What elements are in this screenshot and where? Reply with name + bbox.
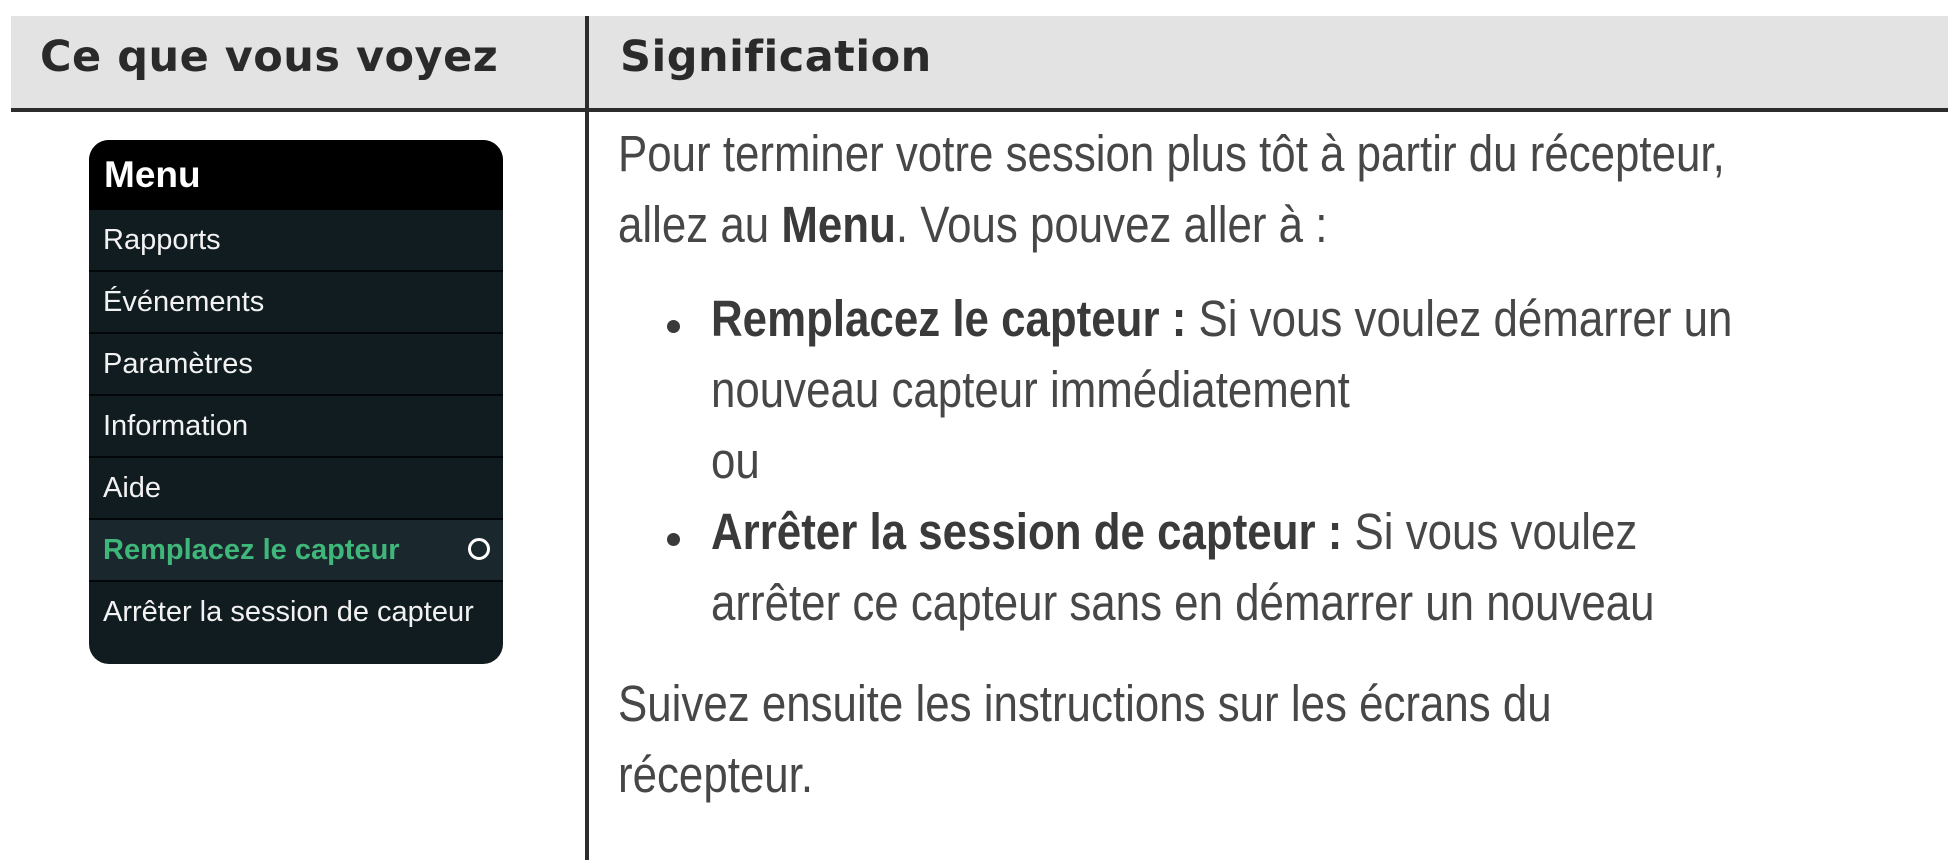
closing-line-1: Suivez ensuite les instructions sur les écrans du	[618, 675, 1552, 732]
menu-keyword: Menu	[781, 196, 896, 253]
menu-item-rapports[interactable]	[89, 210, 503, 272]
column-header-what-you-see: Ce que vous voyez	[40, 32, 499, 82]
menu-item-evenements[interactable]	[89, 272, 503, 334]
receiver-menu-screen	[89, 140, 503, 664]
option-list	[688, 283, 1899, 638]
option-text-continued: nouveau capteur immédiatement	[711, 361, 1350, 418]
option-text-continued: arrêter ce capteur sans en démarrer un nouveau	[711, 574, 1655, 631]
menu-item-information[interactable]	[89, 396, 503, 458]
intro-paragraph	[618, 118, 1753, 260]
bullet-icon	[667, 533, 680, 546]
menu-item-label: Remplacez le capteur	[103, 534, 400, 566]
option-title: Remplacez le capteur :	[711, 290, 1187, 347]
option-title: Arrêter la session de capteur :	[711, 503, 1343, 560]
closing-paragraph	[618, 668, 1552, 810]
header-divider	[11, 108, 1948, 112]
intro-line-2-suffix: . Vous pouvez aller à :	[895, 196, 1328, 253]
bullet-icon	[667, 320, 680, 333]
option-stop-session	[688, 496, 1899, 638]
menu-item-label: Événements	[103, 286, 265, 318]
menu-title: Menu	[89, 140, 503, 210]
menu-item-arreter-la-session[interactable]	[89, 582, 503, 644]
intro-line-2-prefix: allez au	[618, 196, 782, 253]
menu-item-remplacez-le-capteur[interactable]	[89, 520, 503, 582]
closing-line-2: récepteur.	[618, 746, 814, 803]
column-divider	[585, 16, 589, 860]
menu-item-label: Paramètres	[103, 348, 253, 380]
menu-item-aide[interactable]	[89, 458, 503, 520]
or-text: ou	[711, 432, 760, 489]
menu-item-parametres[interactable]	[89, 334, 503, 396]
menu-item-label: Rapports	[103, 224, 221, 256]
option-text: Si vous voulez	[1342, 503, 1638, 560]
radio-circle-icon	[468, 538, 490, 560]
menu-item-label: Arrêter la session de capteur	[103, 596, 474, 628]
menu-item-label: Information	[103, 410, 249, 442]
menu-list	[89, 210, 503, 644]
meaning-column	[618, 118, 1938, 803]
option-text: Si vous voulez démarrer un	[1186, 290, 1733, 347]
menu-item-label: Aide	[103, 472, 162, 504]
column-header-meaning: Signification	[620, 32, 932, 82]
option-replace-sensor	[688, 283, 1899, 496]
intro-line-1: Pour terminer votre session plus tôt à partir du récepteur,	[618, 125, 1725, 182]
